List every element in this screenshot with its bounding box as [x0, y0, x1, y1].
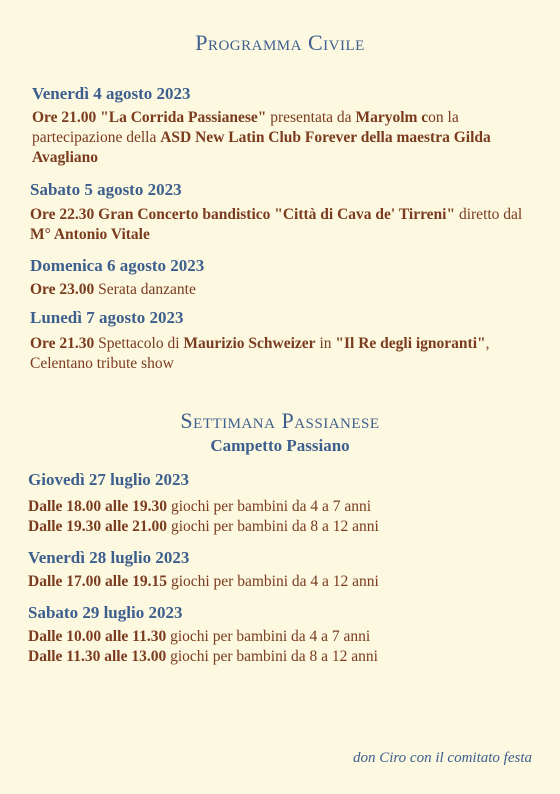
entry-text: on la partecipazione della [32, 109, 459, 146]
settimana-day-entry [28, 572, 538, 592]
entry-text-bold: Ore 23.00 [30, 281, 95, 298]
entry-line [28, 517, 538, 537]
entry-line [28, 627, 538, 647]
entry-text-bold: Ore 21.30 [30, 335, 95, 352]
entry-text-bold: Dalle 17.00 alle 19.15 [28, 573, 168, 590]
civile-day-date: Sabato 5 agosto 2023 [30, 180, 182, 199]
settimana-day-date: Sabato 29 luglio 2023 [28, 603, 183, 622]
entry-text-bold: Dalle 10.00 alle 11.30 [28, 628, 167, 645]
entry-text-bold: Maurizio Schweizer [183, 335, 316, 352]
settimana-day-date: Giovedì 27 luglio 2023 [28, 470, 190, 489]
entry-text-bold: Dalle 18.00 alle 19.30 [28, 498, 168, 515]
entry-line [30, 205, 530, 245]
entry-text-bold: Dalle 11.30 alle 13.00 [28, 648, 167, 665]
settimana-day-entry [28, 497, 538, 537]
entry-text-bold: M° Antonio Vitale [30, 226, 150, 243]
entry-line [28, 572, 538, 592]
civile-day-date: Domenica 6 agosto 2023 [30, 256, 205, 275]
civile-day-entry [32, 108, 542, 168]
civile-day-date: Lunedì 7 agosto 2023 [30, 308, 184, 327]
entry-line [28, 647, 538, 667]
civile-day-date: Venerdì 4 agosto 2023 [32, 84, 191, 103]
entry-text: in [315, 335, 336, 352]
settimana-day-date: Venerdì 28 luglio 2023 [28, 548, 190, 567]
entry-line [32, 108, 542, 168]
civil-program-title: Programma Civile [195, 30, 365, 55]
signature: don Ciro con il comitato festa [352, 750, 532, 766]
civile-day-entry [30, 334, 500, 374]
entry-text: Serata danzante [94, 281, 196, 298]
entry-text: , Celentano tribute show [30, 335, 490, 372]
entry-text: giochi per bambini da 4 a 7 anni [167, 498, 372, 515]
settimana-subtitle: Campetto Passiano [210, 436, 350, 455]
entry-text: giochi per bambini da 8 a 12 anni [167, 518, 379, 535]
entry-text-bold: Ore 21.00 "La Corrida Passianese" [32, 109, 267, 126]
entry-text-bold: "Il Re degli ignoranti" [335, 335, 486, 352]
civile-day-entry [30, 280, 530, 300]
entry-line [28, 497, 538, 517]
entry-text: diretto dal [455, 206, 523, 223]
entry-text-bold: ASD New Latin Club Forever della maestra Gilda Avagliano [32, 129, 491, 166]
entry-line [30, 280, 530, 300]
settimana-day-entry [28, 627, 538, 667]
entry-text: giochi per bambini da 8 a 12 anni [166, 648, 378, 665]
entry-text: presentata da [266, 109, 356, 126]
entry-text-bold: Maryolm c [355, 109, 429, 126]
entry-line [30, 334, 500, 374]
civile-day-entry [30, 205, 530, 245]
entry-text-bold: Dalle 19.30 alle 21.00 [28, 518, 168, 535]
entry-text: Spettacolo di [94, 335, 184, 352]
entry-text: giochi per bambini da 4 a 12 anni [167, 573, 379, 590]
entry-text: giochi per bambini da 4 a 7 anni [166, 628, 371, 645]
settimana-title: Settimana Passianese [180, 408, 380, 433]
entry-text-bold: Ore 22.30 Gran Concerto bandistico "Città di Cava de' Tirreni" [30, 206, 456, 223]
